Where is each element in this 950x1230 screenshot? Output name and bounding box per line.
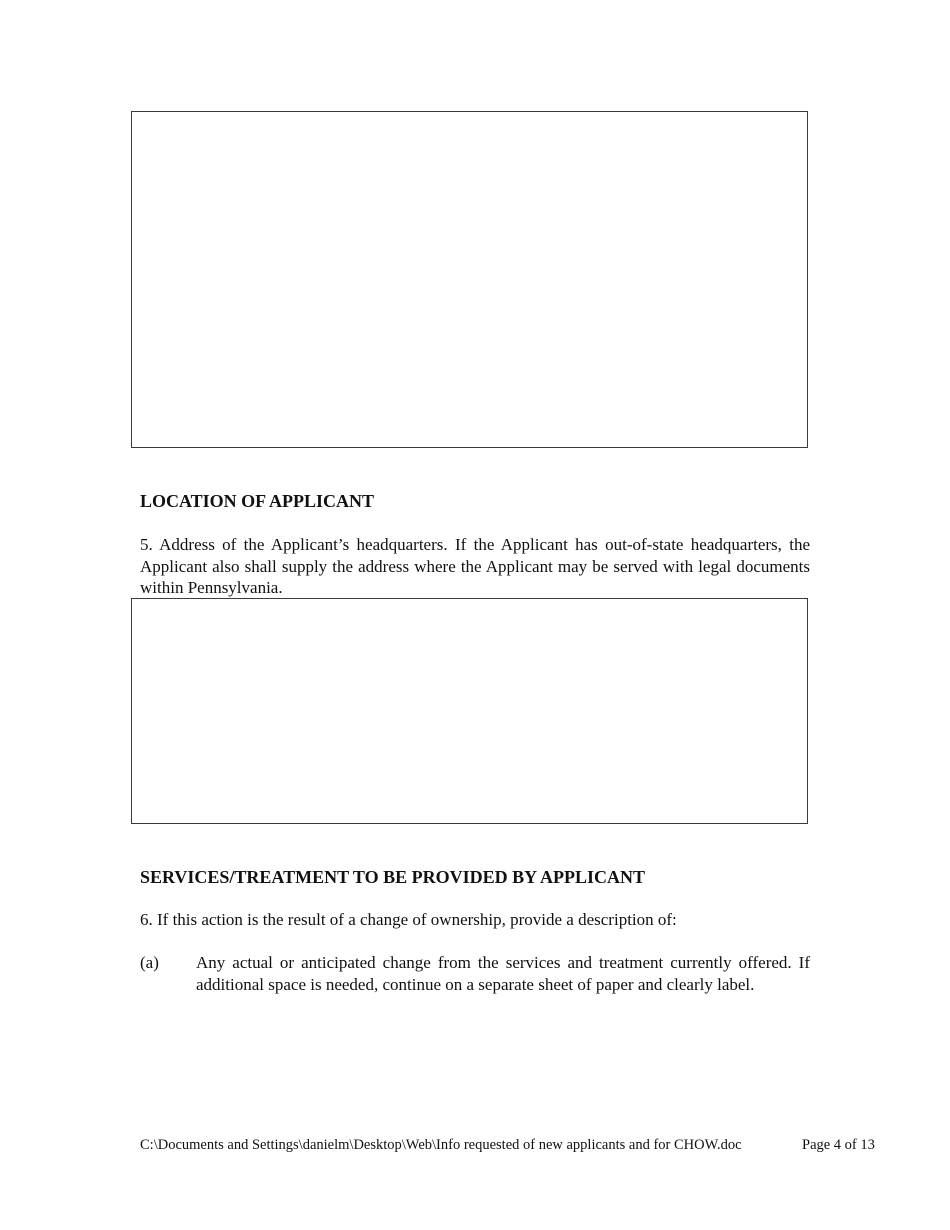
question-6-text: 6. If this action is the result of a change of ownership, provide a description of: bbox=[140, 910, 677, 929]
section-heading-services: SERVICES/TREATMENT TO BE PROVIDED BY APPLICANT bbox=[140, 867, 645, 887]
question-5-text: 5. Address of the Applicant’s headquarters. If the Applicant has out-of-state headquarters, the Applicant also shall supply the address where the Applicant may be served with legal documents within Pennsylvania. bbox=[140, 535, 810, 597]
footer-page-number: Page 4 of 13 bbox=[802, 1137, 875, 1153]
footer-file-path: C:\Documents and Settings\danielm\Desktop\Web\Info requested of new applicants and for CHOW.doc bbox=[140, 1137, 742, 1153]
answer-box-question-5[interactable] bbox=[131, 598, 808, 824]
section-heading-location: LOCATION OF APPLICANT bbox=[140, 491, 375, 511]
answer-box-previous-question[interactable] bbox=[131, 111, 808, 448]
item-a-text: Any actual or anticipated change from the services and treatment currently offered. If additional space is needed, continue on a separate sheet of paper and clearly label. bbox=[196, 953, 810, 994]
item-a-label: (a) bbox=[140, 953, 159, 972]
